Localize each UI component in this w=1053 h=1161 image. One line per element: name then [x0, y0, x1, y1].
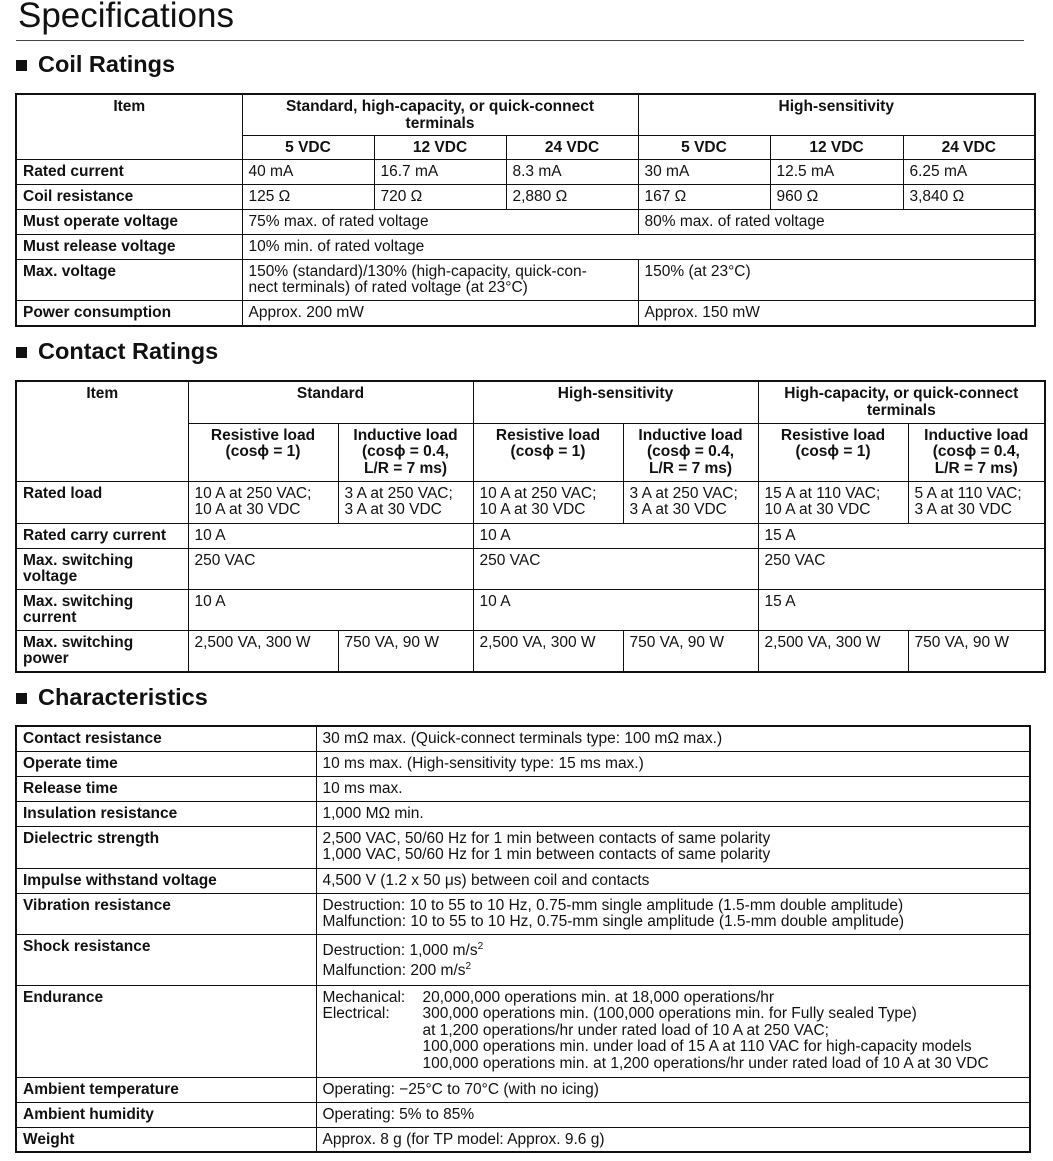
cell: Approx. 200 mW	[242, 300, 638, 326]
row-label: Ambient temperature	[16, 1077, 316, 1102]
cell: 40 mA	[242, 159, 374, 184]
cell: 8.3 mA	[506, 159, 638, 184]
cell: 15 A	[758, 589, 1045, 630]
row-label: Rated load	[16, 481, 188, 523]
row-label: Endurance	[16, 985, 316, 1077]
endurance-cell	[316, 985, 1030, 1077]
row-label: Max. switching voltage	[16, 548, 188, 589]
cell: 10 A	[188, 589, 473, 630]
row-label: Rated current	[16, 159, 242, 184]
coil-voltage-header: 12 VDC	[770, 135, 903, 159]
coil-item-header: Item	[16, 94, 242, 159]
cell: Destruction: 10 to 55 to 10 Hz, 0.75-mm single amplitude (1.5-mm double amplitude) Malfunction: 10 to 55 to 10 Hz, 0.75-mm single amplitude (1.5-mm double amplitude)	[316, 893, 1030, 934]
cell: 10 A at 250 VAC; 10 A at 30 VDC	[473, 481, 623, 523]
inductive-load-header: Inductive load (cosϕ = 0.4, L/R = 7 ms)	[908, 423, 1045, 481]
cell: 750 VA, 90 W	[908, 630, 1045, 672]
cell: 2,500 VA, 300 W	[473, 630, 623, 672]
inductive-load-header: Inductive load (cosϕ = 0.4, L/R = 7 ms)	[338, 423, 473, 481]
contact-group-standard: Standard	[188, 381, 473, 423]
shock-destruction	[323, 941, 1024, 961]
row-label: Vibration resistance	[16, 893, 316, 934]
contact-ratings-table	[15, 380, 1046, 673]
resistive-load-header: Resistive load (cosϕ = 1)	[188, 423, 338, 481]
cell: 4,500 V (1.2 x 50 μs) between coil and contacts	[316, 868, 1030, 893]
coil-voltage-header: 5 VDC	[638, 135, 770, 159]
cell: 15 A	[758, 523, 1045, 548]
row-label: Max. switching current	[16, 589, 188, 630]
cell: 125 Ω	[242, 184, 374, 209]
cell: 2,880 Ω	[506, 184, 638, 209]
row-label: Must operate voltage	[16, 209, 242, 234]
cell: Approx. 8 g (for TP model: Approx. 9.6 g)	[316, 1127, 1030, 1152]
cell: 3 A at 250 VAC; 3 A at 30 VDC	[338, 481, 473, 523]
row-label: Contact resistance	[16, 726, 316, 751]
row-label: Release time	[16, 776, 316, 801]
page-title: Specifications	[18, 0, 234, 35]
cell: 10 A	[473, 589, 758, 630]
cell: 10 ms max. (High-sensitivity type: 15 ms max.)	[316, 751, 1030, 776]
square-bullet-icon	[16, 347, 27, 358]
characteristics-heading	[16, 683, 208, 711]
cell: 1,000 MΩ min.	[316, 801, 1030, 826]
contact-group-high-capacity: High-capacity, or quick-connect terminals	[758, 381, 1045, 423]
superscript: 2	[477, 940, 484, 952]
cell: 10 A	[473, 523, 758, 548]
contact-group-high-sensitivity: High-sensitivity	[473, 381, 758, 423]
endurance-electrical-key: Electrical:	[322, 1005, 390, 1022]
coil-voltage-header: 12 VDC	[374, 135, 506, 159]
cell: 6.25 mA	[903, 159, 1035, 184]
cell: 75% max. of rated voltage	[242, 209, 638, 234]
cell: 150% (standard)/130% (high-capacity, quick-con- nect terminals) of rated voltage (at 23°C)	[242, 259, 638, 300]
shock-cell	[316, 934, 1030, 985]
contact-item-header: Item	[16, 381, 188, 481]
cell: 5 A at 110 VAC; 3 A at 30 VDC	[908, 481, 1045, 523]
coil-voltage-header: 24 VDC	[506, 135, 638, 159]
cell: 2,500 VAC, 50/60 Hz for 1 min between contacts of same polarity 1,000 VAC, 50/60 Hz for 1 min between contacts of same polarity	[316, 826, 1030, 868]
cell: 30 mA	[638, 159, 770, 184]
row-label: Impulse withstand voltage	[16, 868, 316, 893]
shock-malfunction-text: Malfunction: 200 m/s	[322, 961, 466, 979]
row-label: Dielectric strength	[16, 826, 316, 868]
row-label: Max. voltage	[16, 259, 242, 300]
endurance-kv	[323, 990, 1024, 1073]
endurance-electrical-value: 300,000 operations min. (100,000 operations min. for Fully sealed Type) at 1,200 operations/hr under rated load of 10 A at 250 VAC; 100,000 operations min. under load of 15 A at 110 VAC for high-capacity models 100,000 operations min. at 1,200 operations/hr under rated load of 10 A at 30 VDC	[422, 1005, 989, 1072]
cell: 250 VAC	[473, 548, 758, 589]
coil-group-high-sensitivity: High-sensitivity	[638, 94, 1035, 135]
row-label: Max. switching power	[16, 630, 188, 672]
cell: 750 VA, 90 W	[338, 630, 473, 672]
cell: Operating: 5% to 85%	[316, 1102, 1030, 1127]
cell: 960 Ω	[770, 184, 903, 209]
shock-destruction-text: Destruction: 1,000 m/s	[322, 941, 478, 959]
row-label: Power consumption	[16, 300, 242, 326]
endurance-mechanical-value: 20,000,000 operations min. at 18,000 operations/hr	[422, 988, 775, 1006]
cell: 2,500 VA, 300 W	[758, 630, 908, 672]
title-rule	[16, 40, 1024, 41]
row-label: Rated carry current	[16, 523, 188, 548]
cell: 250 VAC	[188, 548, 473, 589]
row-label: Weight	[16, 1127, 316, 1152]
row-label: Coil resistance	[16, 184, 242, 209]
endurance-mechanical-key: Mechanical:	[322, 988, 406, 1006]
coil-ratings-heading	[16, 50, 175, 78]
inductive-load-header: Inductive load (cosϕ = 0.4, L/R = 7 ms)	[623, 423, 758, 481]
contact-ratings-heading	[16, 337, 218, 365]
cell: 10% min. of rated voltage	[242, 234, 1035, 259]
row-label: Insulation resistance	[16, 801, 316, 826]
row-label: Shock resistance	[16, 934, 316, 985]
cell: 250 VAC	[758, 548, 1045, 589]
cell: Operating: −25°C to 70°C (with no icing)	[316, 1077, 1030, 1102]
coil-group-standard: Standard, high-capacity, or quick-connect terminals	[242, 94, 638, 135]
cell: 3 A at 250 VAC; 3 A at 30 VDC	[623, 481, 758, 523]
cell: 3,840 Ω	[903, 184, 1035, 209]
coil-ratings-heading-text: Coil Ratings	[38, 51, 176, 77]
cell: 150% (at 23°C)	[638, 259, 1035, 300]
cell: 720 Ω	[374, 184, 506, 209]
row-label: Operate time	[16, 751, 316, 776]
shock-malfunction	[323, 961, 1024, 981]
cell: 750 VA, 90 W	[623, 630, 758, 672]
cell: 12.5 mA	[770, 159, 903, 184]
cell: 16.7 mA	[374, 159, 506, 184]
cell: 10 A	[188, 523, 473, 548]
cell: 15 A at 110 VAC; 10 A at 30 VDC	[758, 481, 908, 523]
cell: 10 ms max.	[316, 776, 1030, 801]
cell: 167 Ω	[638, 184, 770, 209]
cell: 10 A at 250 VAC; 10 A at 30 VDC	[188, 481, 338, 523]
coil-voltage-header: 5 VDC	[242, 135, 374, 159]
characteristics-heading-text: Characteristics	[38, 684, 208, 710]
cell: Approx. 150 mW	[638, 300, 1035, 326]
coil-voltage-header: 24 VDC	[903, 135, 1035, 159]
contact-ratings-heading-text: Contact Ratings	[38, 338, 219, 364]
superscript: 2	[465, 960, 472, 972]
row-label: Ambient humidity	[16, 1102, 316, 1127]
cell: 2,500 VA, 300 W	[188, 630, 338, 672]
square-bullet-icon	[16, 60, 27, 71]
row-label: Must release voltage	[16, 234, 242, 259]
resistive-load-header: Resistive load (cosϕ = 1)	[758, 423, 908, 481]
square-bullet-icon	[16, 693, 27, 704]
resistive-load-header: Resistive load (cosϕ = 1)	[473, 423, 623, 481]
cell: 30 mΩ max. (Quick-connect terminals type: 100 mΩ max.)	[316, 726, 1030, 751]
coil-ratings-table	[15, 93, 1036, 327]
cell: 80% max. of rated voltage	[638, 209, 1035, 234]
characteristics-table	[15, 725, 1031, 1153]
